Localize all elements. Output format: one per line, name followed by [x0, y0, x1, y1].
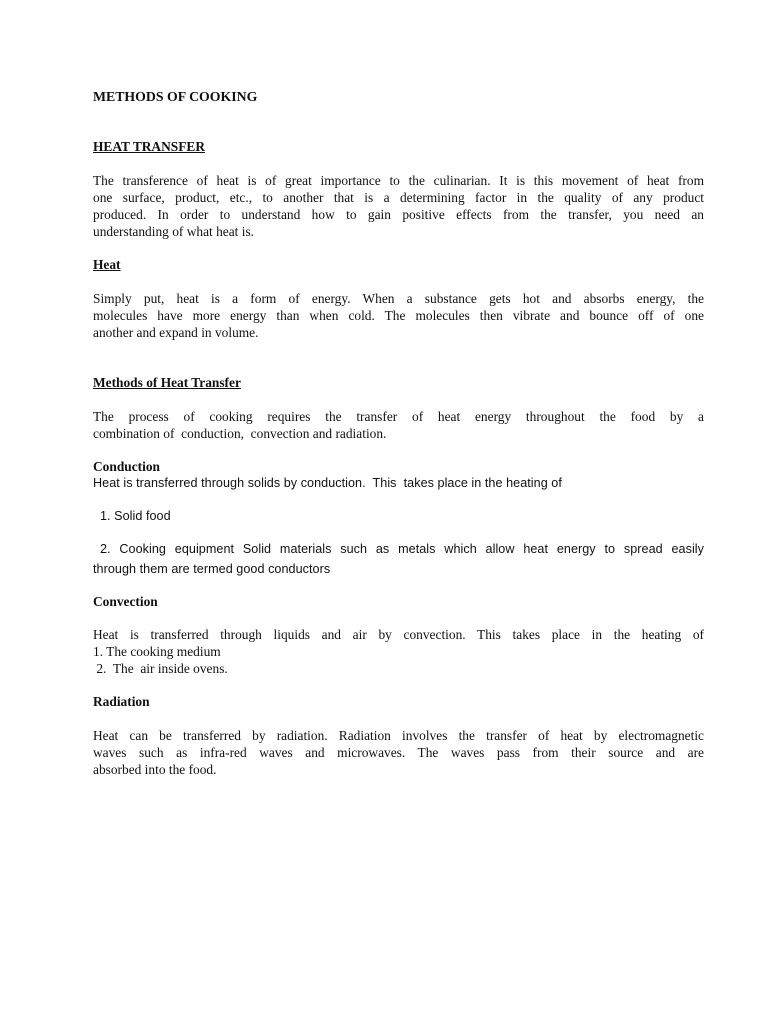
- radiation-paragraph: [93, 727, 704, 778]
- heat-transfer-heading: HEAT TRANSFER: [93, 139, 205, 154]
- paragraph-line: produced. In order to understand how to gain positive effects from the transfer, you need an: [93, 207, 704, 222]
- paragraph-line: The process of cooking requires the transfer of heat energy throughout the food by a: [93, 409, 704, 424]
- paragraph-line: Simply put, heat is a form of energy. When a substance gets hot and absorbs energy, the: [93, 291, 704, 306]
- radiation-heading: Radiation: [93, 694, 150, 709]
- convection-paragraph: [93, 626, 704, 677]
- conduction-item-1: 1. Solid food: [100, 509, 171, 523]
- conduction-intro: Heat is transferred through solids by conduction. This takes place in the heating of: [93, 476, 562, 490]
- paragraph-line: absorbed into the food.: [93, 762, 217, 777]
- paragraph-line: molecules have more energy than when cold. The molecules then vibrate and bounce off of one: [93, 308, 704, 323]
- heat-transfer-paragraph: [93, 172, 704, 240]
- paragraph-line: Heat is transferred through liquids and air by convection. This takes place in the heating of: [93, 627, 704, 642]
- heat-heading: Heat: [93, 257, 121, 272]
- paragraph-line: another and expand in volume.: [93, 325, 259, 340]
- document-title: METHODS OF COOKING: [93, 89, 258, 104]
- paragraph-line: The transference of heat is of great importance to the culinarian. It is this movement of heat from: [93, 173, 704, 188]
- paragraph-line: one surface, product, etc., to another that is a determining factor in the quality of any product: [93, 190, 704, 205]
- conduction-item-2: 2. Cooking equipment Solid materials such as metals which allow heat energy to spread easily through them are termed good conductors: [93, 542, 704, 576]
- paragraph-line: Heat can be transferred by radiation. Radiation involves the transfer of heat by electromagnetic: [93, 728, 704, 743]
- methods-paragraph: [93, 408, 704, 442]
- paragraph-line: 2. The air inside ovens.: [93, 661, 228, 676]
- paragraph-line: 1. The cooking medium: [93, 644, 221, 659]
- convection-heading: Convection: [93, 594, 158, 609]
- paragraph-line: combination of conduction, convection and radiation.: [93, 426, 387, 441]
- paragraph-line: waves such as infra-red waves and microwaves. The waves pass from their source and are: [93, 745, 704, 760]
- conduction-heading: Conduction: [93, 459, 160, 474]
- methods-heading: Methods of Heat Transfer: [93, 375, 241, 390]
- heat-paragraph: [93, 290, 704, 341]
- paragraph-line: understanding of what heat is.: [93, 224, 255, 239]
